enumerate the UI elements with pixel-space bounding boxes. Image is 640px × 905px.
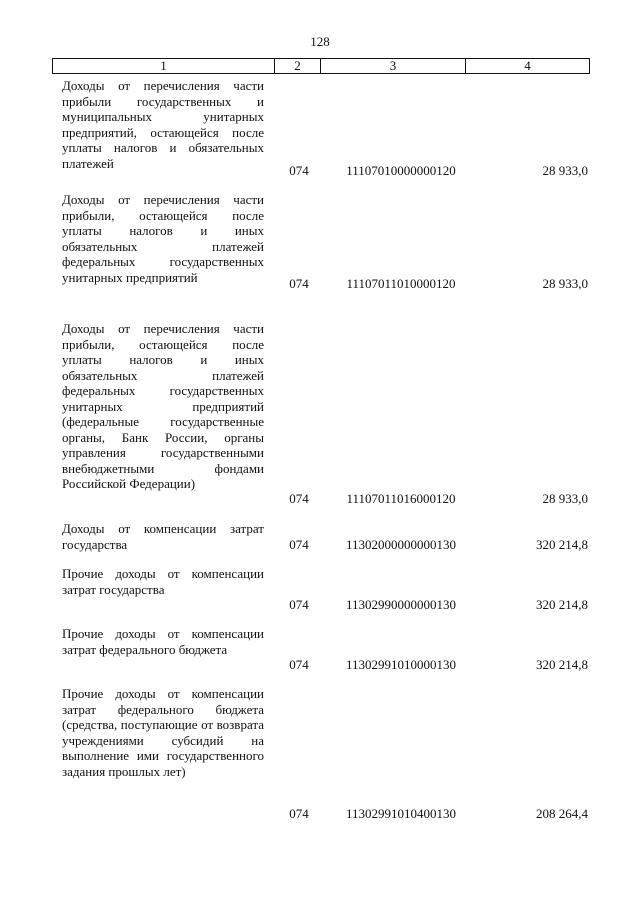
row-description: Прочие доходы от компенсации затрат государства (62, 566, 264, 597)
row-amount: 320 214,8 (536, 657, 588, 672)
header-col-2: 2 (275, 59, 321, 73)
row-budget-code: 11302991010400130 (345, 806, 457, 821)
header-col-4: 4 (524, 58, 531, 73)
row-budget-code: 11107011010000120 (346, 276, 456, 291)
row-admin-code: 074 (289, 537, 309, 552)
table-header (52, 58, 590, 74)
row-budget-code: 11302000000000130 (345, 537, 457, 552)
row-amount: 28 933,0 (542, 491, 588, 506)
row-amount: 28 933,0 (542, 276, 588, 291)
row-admin-code: 074 (289, 276, 309, 291)
row-budget-code: 11107011016000120 (346, 491, 456, 506)
row-description: Доходы от перечисления части прибыли, остающейся после уплаты налогов и иных обязательных платежей федеральных государственных унитарных предприятий (федеральные государственные органы, Банк России, органы управления государственными внебюджетными фондами Российской Федерации) (62, 321, 264, 491)
row-admin-code: 074 (289, 163, 309, 178)
row-description: Доходы от перечисления части прибыли, остающейся после уплаты налогов и иных обязательных платежей федеральных государственных унитарных предприятий (62, 192, 264, 285)
row-description: Доходы от компенсации затрат государства (62, 521, 264, 552)
row-amount: 320 214,8 (536, 597, 588, 612)
row-admin-code: 074 (289, 491, 309, 506)
row-budget-code: 11107010000000120 (346, 163, 456, 178)
header-col-1: 1 (53, 59, 275, 73)
row-budget-code: 11302990000000130 (345, 597, 457, 612)
row-amount: 208 264,4 (536, 806, 588, 821)
row-description: Доходы от перечисления части прибыли государственных и муниципальных унитарных предприятий, остающейся после уплаты налогов и обязательных платежей (62, 78, 264, 171)
page-number: 128 (310, 34, 330, 49)
row-amount: 320 214,8 (536, 537, 588, 552)
row-description: Прочие доходы от компенсации затрат федерального бюджета (62, 626, 264, 657)
row-description: Прочие доходы от компенсации затрат федерального бюджета (средства, поступающие от возврата учреждениями субсидий на выполнение ими государственного задания прошлых лет) (62, 686, 264, 779)
row-admin-code: 074 (289, 657, 309, 672)
row-amount: 28 933,0 (542, 163, 588, 178)
row-admin-code: 074 (289, 597, 309, 612)
row-admin-code: 074 (289, 806, 309, 821)
header-col-3: 3 (321, 59, 466, 73)
row-budget-code: 11302991010000130 (345, 657, 457, 672)
